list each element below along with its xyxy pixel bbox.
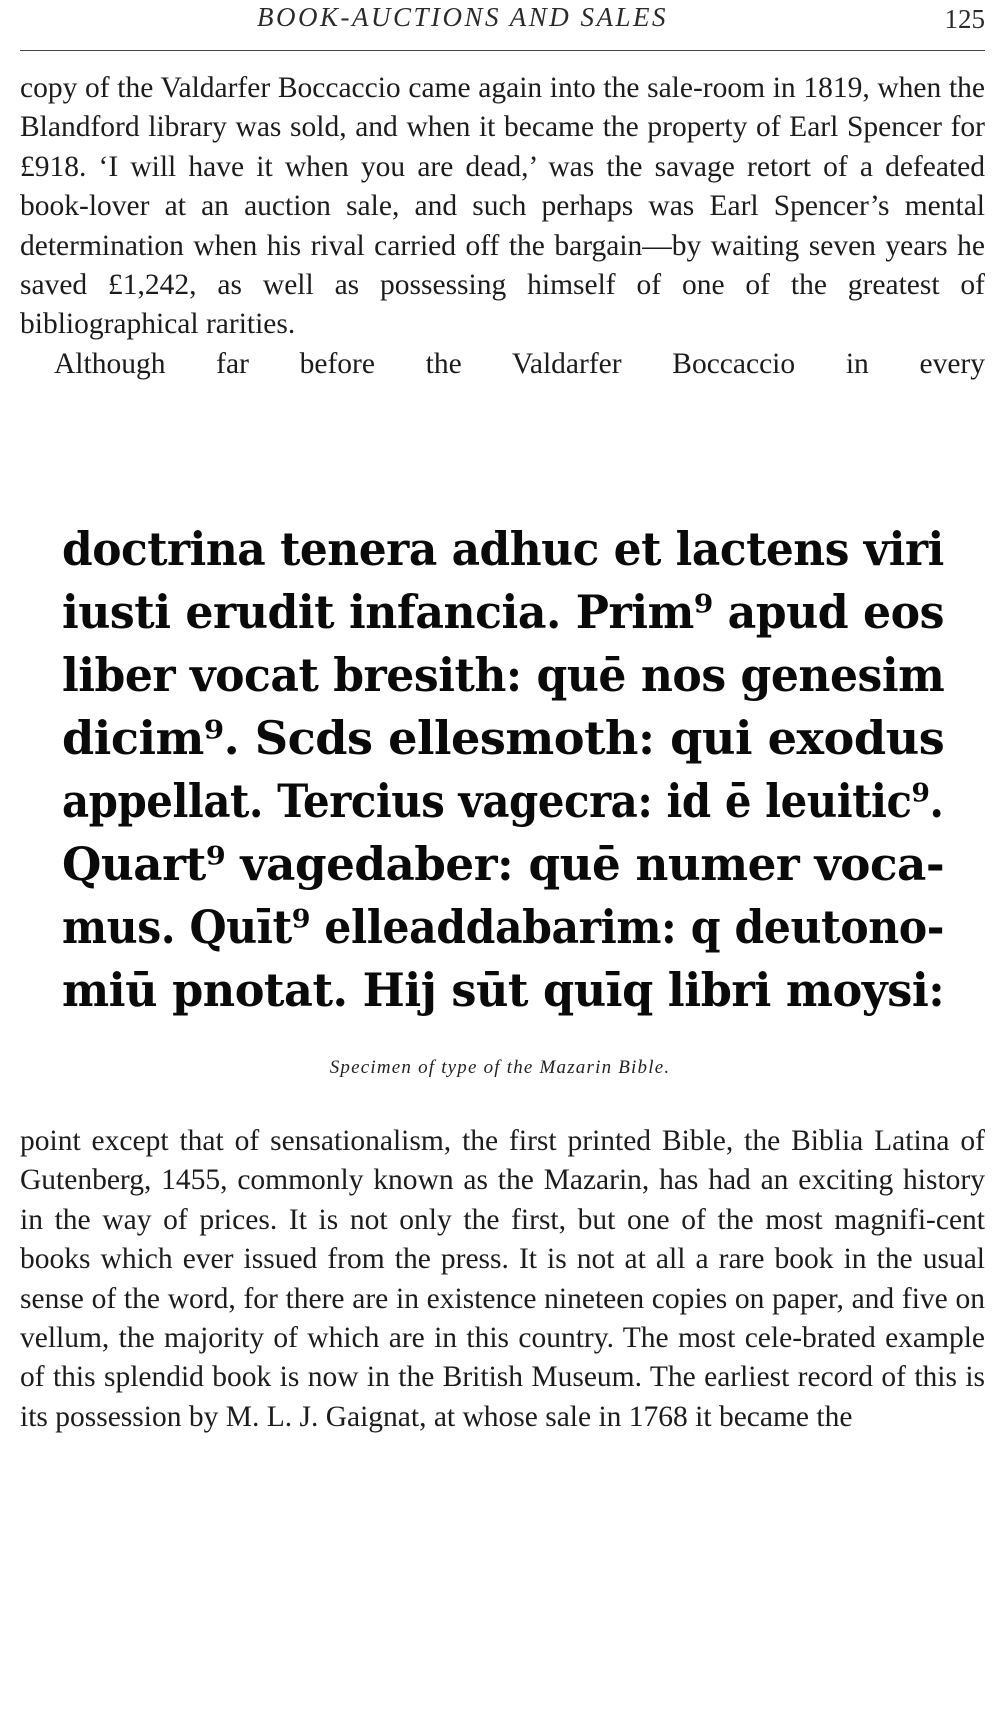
- paragraph-1: copy of the Valdarfer Boccaccio came again into the sale-room in 1819, when the Blandford library was sold, and when it became the property of Earl Spencer for £918. ‘I will have it when you are dead,’ was the savage retort of a defeated book-lover at an auction sale, and such perhaps was Earl Spencer’s mental determination when his rival carried off the bargain—by waiting seven years he saved £1,242, as well as possessing himself of one of the greatest of bibliographical rarities.: [20, 72, 985, 341]
- specimen-line: dicim⁹. Scds ellesmoth: qui exodus: [62, 711, 945, 765]
- figure-caption: Specimen of type of the Mazarin Bible.: [329, 1057, 671, 1078]
- page-number: 125: [944, 4, 985, 34]
- paragraph-2-start: Although far before the Valdarfer Boccaccio in every: [54, 347, 985, 380]
- specimen-line: iusti erudit infancia. Prim⁹ apud eos: [62, 585, 944, 639]
- specimen-line: liber vocat bresith: quē nos genesim: [62, 648, 945, 702]
- text-block-top: [20, 69, 985, 384]
- paragraph-2-continued: point except that of sensationalism, the first printed Bible, the Biblia Latina of Gutenberg, 1455, commonly known as the Mazarin, has had an exciting history in the way of prices. It is not only the first, but one of the most magnifi-cent books which ever issued from the press. It is not at all a rare book in the usual sense of the word, for there are in existence nineteen copies on paper, and five on vellum, the majority of which are in this country. The most cele-brated example of this splendid book is now in the British Museum. The earliest record of this is its possession by M. L. J. Gaignat, at whose sale in 1768 it became the: [20, 1125, 985, 1433]
- specimen-line: doctrina tenera adhuc et lactens viri: [62, 522, 944, 576]
- specimen-line: mus. Quīt⁹ elleaddabarim: q deutono-: [62, 900, 944, 954]
- header-rule: [20, 50, 985, 51]
- blackletter-specimen-image: [62, 518, 944, 1098]
- running-head: [20, 0, 985, 44]
- text-block-bottom: [20, 1122, 985, 1437]
- running-title: BOOK-AUCTIONS AND SALES: [256, 2, 669, 32]
- specimen-line: appellat. Tercius vagecra: id ē leuitic⁹.: [62, 774, 944, 828]
- specimen-line: Quart⁹ vagedaber: quē numer voca-: [62, 837, 945, 891]
- specimen-line: miū pnotat. Hij sūt quīq libri moysi:: [62, 963, 945, 1017]
